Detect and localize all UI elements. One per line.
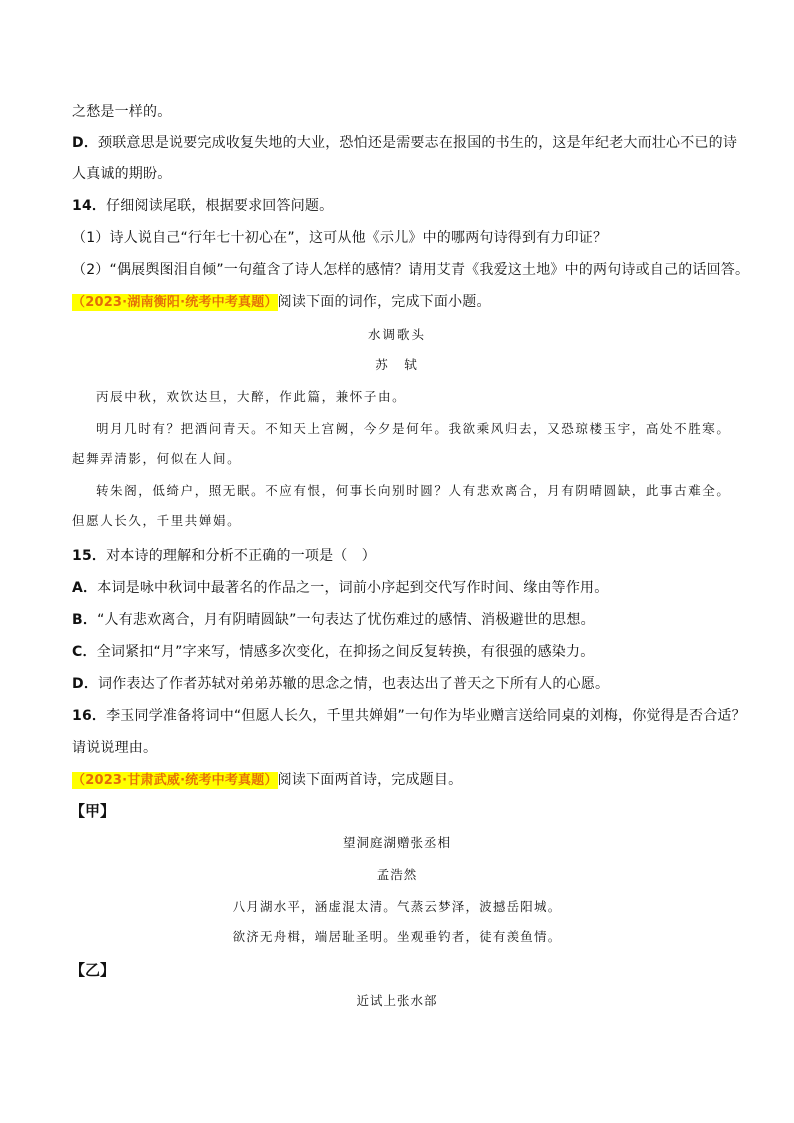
question-number: 16．: [72, 708, 107, 724]
question-stem: 李玉同学准备将词中“但愿人长久，千里共婵娟”一句作为毕业赠言送给同桌的刘梅，你觉得是否合适？: [106, 708, 746, 724]
option-text: 词作表达了作者苏轼对弟弟苏辙的思念之情，也表达出了普天之下所有人的心愿。: [98, 676, 610, 692]
question-number: 15．: [72, 548, 107, 564]
poem-line: 起舞弄清影，何似在人间。: [72, 451, 242, 466]
question-16-cont: 请说说理由。: [72, 740, 158, 756]
option-text: “人有悲欢离合，月有阴晴圆缺”一句表达了忧伤难过的感情、消极避世的思想。: [97, 612, 595, 628]
option-label: D．: [72, 676, 99, 692]
option-c: [72, 642, 594, 662]
option-text: 颈联意思是说要完成收复失地的大业，恐怕还是需要志在报国的书生的，这是年纪老大而壮心不已的诗: [98, 135, 738, 151]
section-jia: 【甲】: [70, 802, 116, 820]
source-line-1: [72, 292, 491, 313]
poem-title: 水调歌头: [367, 327, 426, 342]
option-label: B．: [72, 612, 98, 628]
poem-author: 苏 轼: [375, 357, 419, 372]
option-d: [72, 674, 609, 694]
poem-title: 望洞庭湖赠张丞相: [342, 835, 451, 850]
source-instruction: 阅读下面的词作，完成下面小题。: [277, 294, 491, 310]
poem-line: 转朱阁，低绮户，照无眠。不应有恨，何事长向别时圆？人有悲欢离合，月有阴晴圆缺，此事古难全。: [96, 483, 731, 498]
option-label: D．: [72, 135, 99, 151]
question-stem: 对本诗的理解和分析不正确的一项是（ ）: [106, 548, 376, 564]
option-text: 本词是咏中秋词中最著名的作品之一，词前小序起到交代写作时间、缘由等作用。: [97, 580, 609, 596]
source-line-2: [72, 770, 462, 791]
source-tag: （2023·湖南衡阳·统考中考真题）: [72, 295, 278, 310]
option-label: A．: [72, 580, 98, 596]
question-stem: 仔细阅读尾联，根据要求回答问题。: [106, 198, 334, 214]
poem-preface: 丙辰中秋，欢饮达旦，大醉，作此篇，兼怀子由。: [96, 389, 407, 404]
section-yi: 【乙】: [70, 961, 116, 979]
option-b: [72, 610, 595, 630]
question-15: [72, 546, 376, 566]
poem-line: 但愿人长久，千里共婵娟。: [72, 513, 242, 528]
question-14: [72, 196, 333, 216]
poem-line: 欲济无舟楫，端居耻圣明。坐观垂钓者，徒有羡鱼情。: [232, 929, 562, 944]
question-14-sub-2: （2）“偶展舆图泪自倾”一句蕴含了诗人怎样的感情？请用艾青《我爱这土地》中的两句诗或自己的话回答。: [72, 262, 750, 278]
question-16: [72, 706, 746, 726]
poem-author: 孟浩然: [376, 867, 418, 882]
source-instruction: 阅读下面两首诗，完成题目。: [277, 772, 463, 788]
text-line: 之愁是一样的。: [72, 104, 172, 120]
question-14-sub-1: （1）诗人说自己“行年七十初心在”，这可从他《示儿》中的哪两句诗得到有力印证？: [72, 230, 608, 246]
option-label: C．: [72, 644, 97, 660]
question-number: 14．: [72, 198, 107, 214]
option-d-prev: [72, 133, 737, 153]
option-a: [72, 578, 608, 598]
poem-title: 近试上张水部: [356, 993, 438, 1008]
text-line: 人真诚的期盼。: [72, 166, 172, 182]
option-text: 全词紧扣“月”字来写，情感多次变化，在抑扬之间反复转换，有很强的感染力。: [96, 644, 595, 660]
poem-line: 明月几时有？把酒问青天。不知天上宫阙，今夕是何年。我欲乘风归去，又恐琼楼玉宇，高处不胜寒。: [96, 421, 731, 436]
source-tag: （2023·甘肃武威·统考中考真题）: [72, 773, 278, 788]
poem-line: 八月湖水平，涵虚混太清。气蒸云梦泽，波撼岳阳城。: [232, 899, 562, 914]
